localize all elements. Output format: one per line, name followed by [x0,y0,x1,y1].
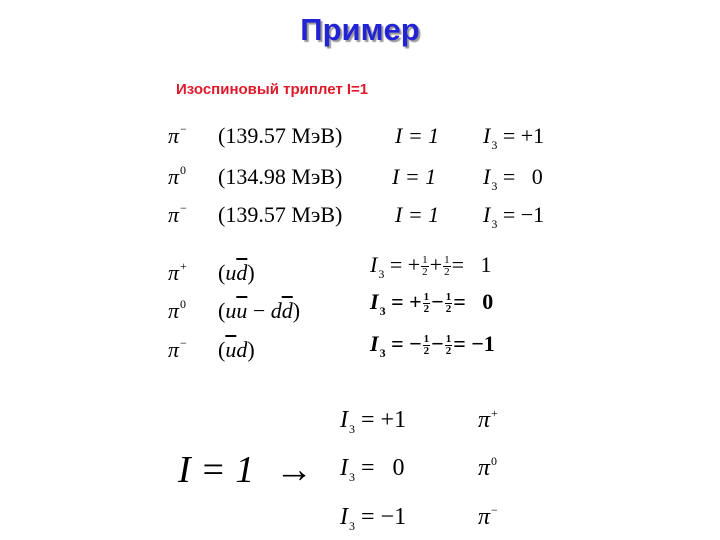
isospin-value: I = 1 [395,202,440,227]
isospin-projection: $I_3 = +1$ [483,123,545,152]
mapping-row: $I_3 = 0$ [340,455,405,484]
pion-symbol: π+ [478,406,498,433]
isospin-value: I = 1 [392,164,437,189]
pion-symbol: $\pi^0$ [168,297,187,323]
pion-mass: (134.98 МэВ) [218,164,343,189]
isospin-sum-row: $I_3$ = + $\frac{1}{2}$ − $\frac{1}{2}$ = 0 [370,289,494,318]
quark-composition: $(\overline{u}d)$ [218,337,255,362]
pion-symbol: π− [168,122,187,148]
isospin-sum-row: $I_3$ = + $\frac{1}{2}$ + $\frac{1}{2}$ = 1 [370,252,492,281]
pion-symbol: π+ [168,259,187,285]
quark-composition: $(u\overline{u} - d\overline{d})$ [218,298,301,323]
mapping-row: $I_3 = +1$ [340,407,407,436]
arrow-icon: → [275,449,313,491]
quark-composition: $(u\overline{d})$ [218,260,255,285]
pion-symbol: π− [168,201,187,227]
pion-mass: (139.57 МэВ) [218,202,343,227]
pion-symbol: $\pi^0$ [168,163,187,189]
isospin-sum-row: $I_3$ = − $\frac{1}{2}$ − $\frac{1}{2}$ = −1 [370,331,495,360]
pion-symbol: π− [168,336,187,362]
pion-symbol: $\pi^0$ [478,454,498,481]
subtitle: Изоспиновый триплет I=1 [176,81,369,98]
page-title: Пример [300,12,420,47]
pion-symbol: π− [478,503,498,530]
mapping-row: $I_3 = -1$ [340,504,407,533]
isospin-projection: $I_3 = 0$ [483,164,543,193]
isospin-total: I = 1 [178,449,255,491]
pion-mass: (139.57 МэВ) [218,123,343,148]
isospin-value: I = 1 [395,123,440,148]
isospin-projection: $I_3 = -1$ [483,202,545,231]
